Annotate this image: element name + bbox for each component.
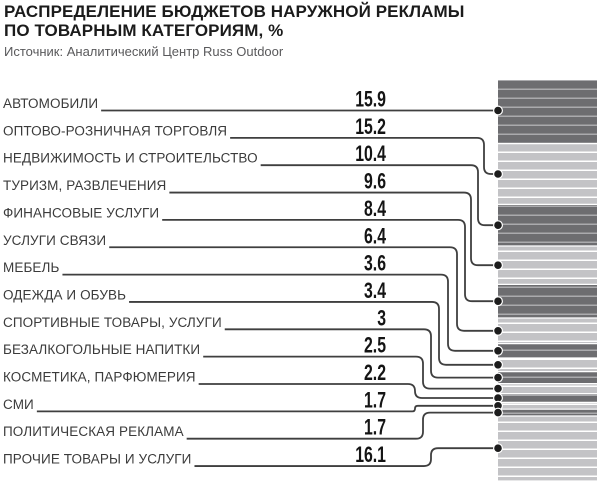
value-label: 8.4 [364, 195, 387, 221]
connector-dot [494, 373, 503, 382]
leader-line [169, 193, 498, 266]
bar-segment [498, 372, 597, 384]
leader-line [225, 329, 498, 377]
value-label: 10.4 [355, 141, 387, 167]
value-label: 1.7 [364, 387, 386, 413]
connector-dot [494, 170, 503, 179]
value-label: 15.2 [355, 113, 386, 139]
category-label: ПРОЧИЕ ТОВАРЫ И УСЛУГИ [3, 451, 192, 467]
value-label: 16.1 [355, 442, 386, 468]
value-label: 2.2 [364, 360, 386, 385]
connector-dot [494, 326, 503, 335]
category-label: ОПТОВО-РОЗНИЧНАЯ ТОРГОВЛЯ [3, 123, 228, 139]
connector-dot [494, 221, 503, 230]
category-label: КОСМЕТИКА, ПАРФЮМЕРИЯ [3, 369, 196, 385]
bar-segment [498, 318, 597, 344]
category-label: ФИНАНСОВЫЕ УСЛУГИ [3, 205, 160, 221]
leader-line [62, 275, 498, 351]
connector-dot [494, 444, 503, 453]
chart-title-line1: РАСПРЕДЕЛЕНИЕ БЮДЖЕТОВ НАРУЖНОЙ РЕКЛАМЫ [4, 2, 465, 21]
bar-segment [498, 284, 597, 318]
bar-segment [498, 80, 597, 144]
category-label: ОДЕЖДА И ОБУВЬ [3, 287, 127, 303]
category-label: УСЛУГИ СВЯЗИ [3, 232, 107, 248]
connector-dot [494, 408, 503, 417]
leader-line [199, 384, 498, 398]
bar-segment [498, 358, 597, 372]
connector-dot [494, 106, 503, 115]
category-label: СМИ [3, 396, 34, 412]
category-label: ПОЛИТИЧЕСКАЯ РЕКЛАМА [3, 424, 184, 440]
value-label: 3.4 [364, 277, 387, 303]
connector-dot [494, 384, 503, 393]
bar-segment [498, 246, 597, 284]
value-label: 2.5 [364, 332, 386, 358]
bar-segment [498, 409, 597, 416]
connector-dot [494, 297, 503, 306]
category-label: СПОРТИВНЫЕ ТОВАРЫ, УСЛУГИ [3, 314, 222, 330]
category-label: АВТОМОБИЛИ [3, 96, 99, 111]
bar-segment [498, 402, 597, 409]
bar-segment [498, 416, 597, 480]
category-label: ТУРИЗМ, РАЗВЛЕЧЕНИЯ [3, 178, 167, 194]
connector-dot [494, 261, 503, 270]
value-label: 1.7 [364, 414, 386, 440]
value-label: 3 [377, 305, 386, 331]
bar-segment [498, 384, 597, 394]
connector-dot [494, 346, 503, 355]
leader-line [187, 413, 498, 439]
value-label: 15.9 [355, 86, 386, 112]
value-label: 3.6 [364, 250, 386, 276]
value-label: 6.4 [364, 223, 387, 249]
category-label: БЕЗАЛКОГОЛЬНЫЕ НАПИТКИ [3, 342, 201, 358]
category-label: МЕБЕЛЬ [3, 260, 60, 276]
bar-segment [498, 344, 597, 358]
bar-segment [498, 394, 597, 403]
category-label: НЕДВИЖИМОСТЬ И СТРОИТЕЛЬСТВО [3, 150, 258, 166]
connector-dot [494, 360, 503, 369]
leader-line [194, 448, 498, 466]
bar-segment [498, 204, 597, 246]
chart-source: Источник: Аналитический Центр Russ Outdoor [4, 44, 284, 59]
value-label: 9.6 [364, 168, 386, 194]
bar-segment [498, 144, 597, 205]
leader-line [37, 406, 498, 412]
chart-title-line2: ПО ТОВАРНЫМ КАТЕГОРИЯМ, % [4, 21, 284, 40]
